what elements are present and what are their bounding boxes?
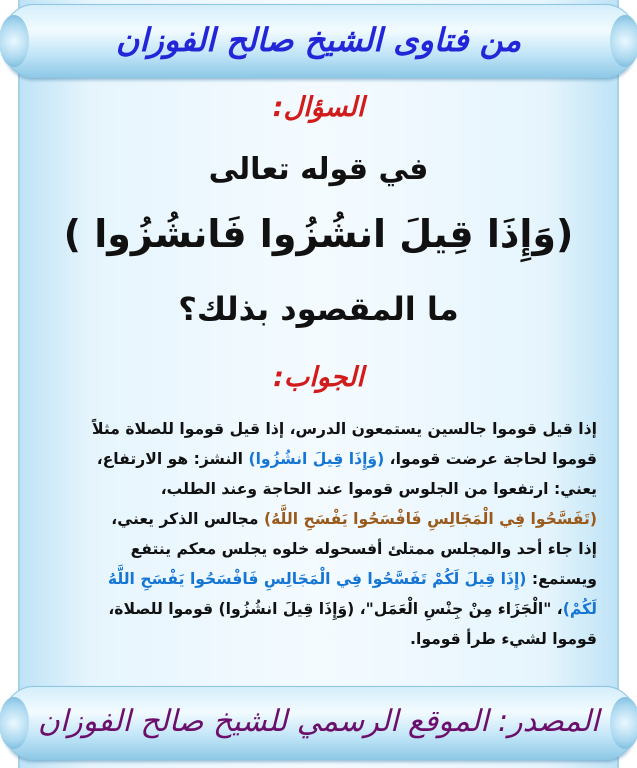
question-verse: (وَإِذَا قِيلَ انشُزُوا فَانشُزُوا ): [63, 212, 574, 256]
answer-line-8: قوموا لشيء طرأ قوموا.: [410, 630, 597, 648]
verse-quote: لَكُمْ): [562, 600, 597, 618]
answer-line-1: إذا قيل قوموا جالسين يستمعون الدرس، إذا قيل قوموا للصلاة مثلاً: [92, 420, 597, 438]
verse-quote: (تَفَسَّحُوا فِي الْمَجَالِسِ فَافْسَحُوا يَفْسَحِ اللَّهُ): [263, 510, 597, 528]
answer-text: قوموا لحاجة عرضت قوموا،: [384, 450, 597, 468]
answer-text: مجالس الذكر يعني،: [111, 510, 264, 528]
question-label: السؤال:: [272, 92, 365, 123]
question-line-1: في قوله تعالى: [208, 152, 429, 187]
answer-line-6: [46, 564, 597, 594]
answer-text: ويستمع:: [526, 570, 597, 588]
page-title: من فتاوى الشيخ صالح الفوزان: [115, 21, 522, 59]
answer-line-3: يعني: ارتفعوا من الجلوس قوموا عند الحاجة وعند الطلب،: [160, 480, 597, 498]
answer-label: الجواب:: [273, 362, 364, 393]
answer-text: ، "الْجَزَاء مِنْ جِنْسِ الْعَمَل"، (وَإِذَا قِيلَ انشُزُوا) قوموا للصلاة،: [108, 600, 563, 618]
answer-text: النشز: هو الارتفاع،: [96, 450, 249, 468]
answer-body: [46, 414, 597, 654]
verse-quote: (إِذَا قِيلَ لَكُمْ تَفَسَّحُوا فِي الْمَجَالِسِ فَافْسَحُوا يَفْسَحِ اللَّهُ: [107, 570, 527, 588]
question-line-3: ما المقصود بذلك؟: [178, 290, 459, 328]
source-footer: المصدر: الموقع الرسمي للشيخ صالح الفوزان: [37, 704, 600, 739]
answer-line-5: إذا جاء أحد والمجلس ممتلئ أفسحوله خلوه يجلس معكم ينتفع: [130, 540, 597, 558]
answer-line-2: [46, 444, 597, 474]
verse-quote: (وَإِذَا قِيلَ انشُزُوا): [248, 450, 385, 468]
answer-line-4: [46, 504, 597, 534]
answer-line-7: [46, 594, 597, 624]
